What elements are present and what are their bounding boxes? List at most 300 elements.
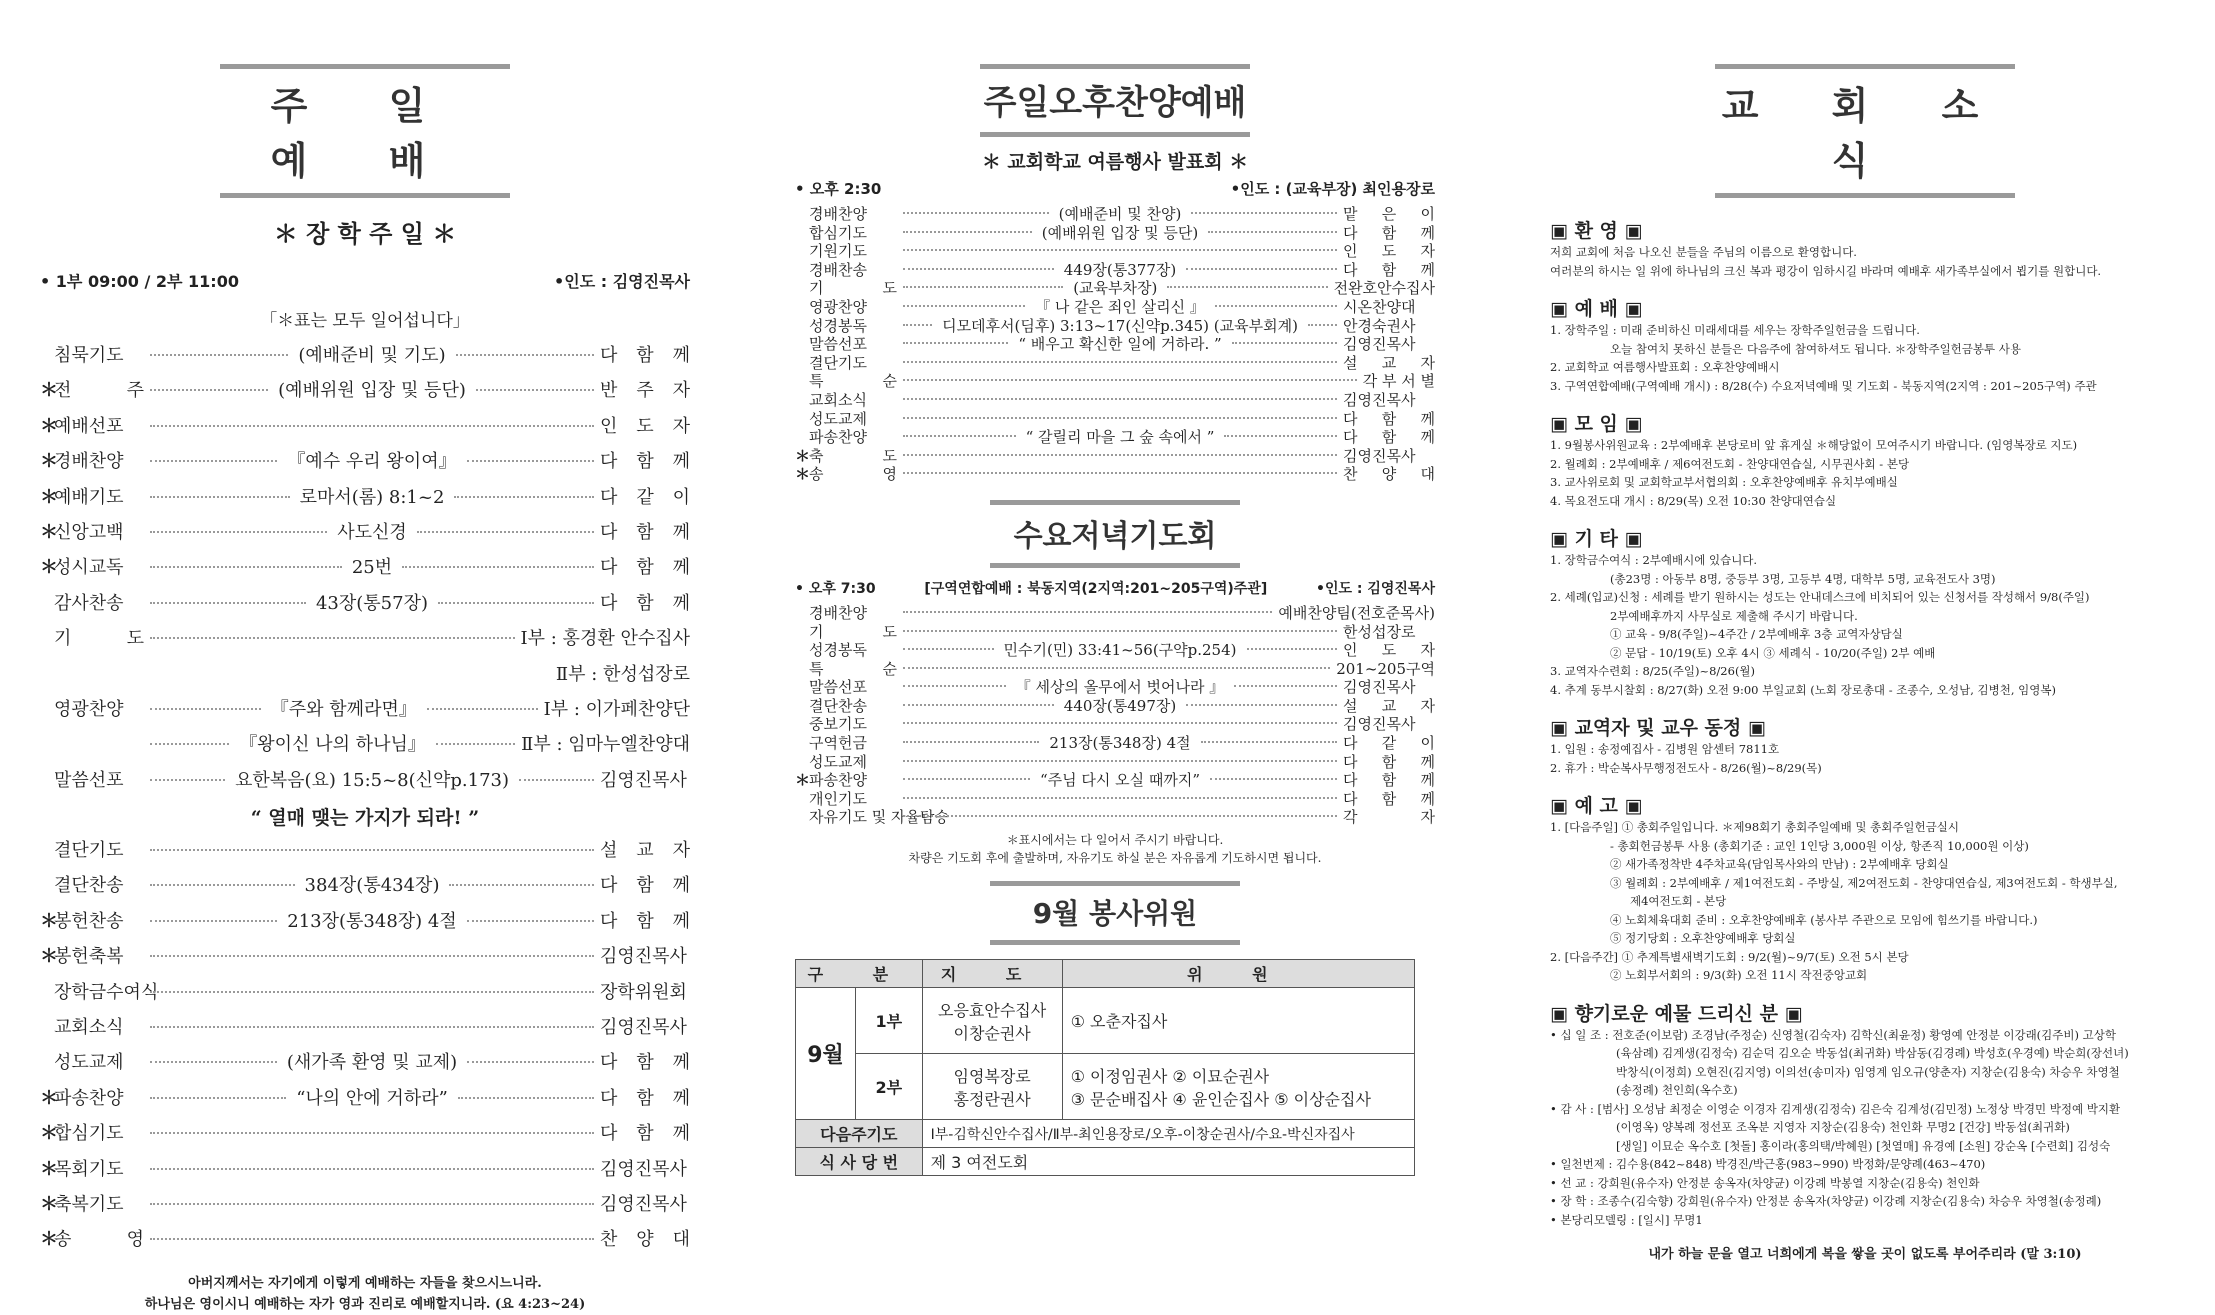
worship-item-2: 2. 교회학교 여름행사발표회 : 오후찬양예배시 <box>1550 360 1780 374</box>
table-row <box>796 1120 1415 1148</box>
order-person: 다 함 께 <box>1343 752 1435 771</box>
leader-dots <box>1167 286 1327 288</box>
order-person: Ⅰ부 : 이가페찬양단 <box>543 698 690 720</box>
order-detail: 디모데후서(딤후) 3:13~17(신약p.345) (교육부회계) <box>942 316 1298 335</box>
leader-dots <box>150 354 288 356</box>
order-label: 성경봉독 <box>809 641 867 660</box>
leader-dots <box>1224 435 1337 437</box>
preview-item-1e: 제4여전도회 - 본당 <box>1630 894 1727 908</box>
order-person: 다 함 께 <box>600 1087 691 1109</box>
order-person: 다 같 이 <box>600 486 691 508</box>
order-person: 다 함 께 <box>600 521 690 543</box>
stand-note: 「＊표는 모두 일어섭니다」 <box>260 311 470 331</box>
offering-thanks-b: (이영옥) 양복례 정선포 조옥분 지영자 지창순(김용숙) 천인화 무명2 [건강] 박동섭(최귀화) <box>1616 1120 2070 1134</box>
order-person: 김영진목사 <box>600 1017 687 1039</box>
leader-dots <box>903 286 1063 288</box>
leader-dots <box>903 454 1337 456</box>
standing-mark: ＊ <box>40 910 58 932</box>
order-row <box>40 660 690 695</box>
order-detail: “주님 다시 오실 때까지” <box>1039 771 1201 790</box>
leader-dots <box>150 1026 594 1028</box>
order-detail: (교육부차장) <box>1073 279 1158 298</box>
service-meta <box>40 269 690 292</box>
order-label: 경배찬양 <box>54 451 124 473</box>
part1-members-cell: ① 오춘자집사 <box>1062 988 1414 1054</box>
etc-item-1b: (총23명 : 아동부 8명, 중등부 3명, 고등부 4명, 대학부 5명, 교육전도사 3명) <box>1610 571 1996 586</box>
leader-dots <box>402 566 594 568</box>
order-detail: 384장(통434장) <box>304 875 440 897</box>
afternoon-worship-column <box>795 0 1435 1240</box>
leader-dots <box>1186 704 1337 706</box>
order-row <box>795 806 1435 825</box>
order-person: 김영진목사 <box>600 1193 687 1215</box>
etc-item-3: 3. 교역자수련회 : 8/25(주일)~8/26(월) <box>1550 664 1756 678</box>
meeting-item-1: 1. 9월봉사위원교육 : 2부예배후 본당로비 앞 휴게실 ＊해당없이 모여주시기 바랍니다. (임영복장로 지도) <box>1550 438 2078 452</box>
etc-item-2: 2. 세례(입교)신청 : 세례를 받기 원하시는 성도는 안내데스크에 비치되어 있는 신청서를 작성해서 9/8(주일) <box>1550 590 2090 604</box>
leader-dots <box>436 743 515 745</box>
leader-dots <box>519 779 594 781</box>
offering-heading: ▣ 향기로운 예물 드리신 분 ▣ <box>1550 1002 1803 1025</box>
order-row <box>795 333 1435 352</box>
order-person: 설 교 자 <box>600 840 690 862</box>
order-row <box>40 447 690 482</box>
order-row <box>795 352 1435 371</box>
header-category: 구 분 <box>796 960 923 988</box>
order-row <box>40 836 690 871</box>
church-news-title: 교 회 소 식 <box>1715 64 2015 198</box>
wednesday-footnote <box>795 831 1435 867</box>
offering-tithe-d: (송정례) 천인희(옥수호) <box>1616 1083 1738 1097</box>
standing-mark: ＊ <box>40 1123 58 1145</box>
order-label: 파송찬양 <box>54 1087 124 1109</box>
preview-heading: ▣ 예 고 ▣ <box>1550 795 1643 817</box>
order-person: 인 도 자 <box>600 415 690 437</box>
preview-item-1c: ② 새가족정착반 4주차교육(담임목사와의 만남) : 2부예배후 당회실 <box>1610 857 1949 871</box>
order-row <box>40 553 690 588</box>
order-person: 맡 은 이 <box>1343 205 1436 223</box>
order-label: 감사찬송 <box>54 592 124 614</box>
order-person: 설 교 자 <box>1343 696 1435 715</box>
leader-dots <box>1234 685 1337 687</box>
order-detail: 사도신경 <box>337 521 407 543</box>
order-row <box>795 751 1435 770</box>
leader-dots <box>150 1061 277 1063</box>
order-detail: 『주와 함께라면』 <box>270 698 417 720</box>
table-row <box>796 988 1415 1054</box>
leader-dots <box>903 342 1008 344</box>
preview-item-2b: ② 노회부서회의 : 9/3(화) 오전 11시 작전중앙교회 <box>1610 968 1868 982</box>
order-detail: 『 나 같은 죄인 살리신 』 <box>1035 297 1205 316</box>
order-person: 인 도 자 <box>1343 242 1435 261</box>
leader-dots <box>150 884 295 886</box>
leader-dots <box>1247 648 1338 650</box>
order-person: Ⅱ부 : 임마누엘찬양대 <box>521 734 690 756</box>
order-label: 목회기도 <box>54 1158 124 1180</box>
leader-dots <box>903 435 1016 437</box>
order-label: 성경봉독 <box>809 316 867 335</box>
order-row <box>40 1225 690 1260</box>
order-row <box>795 732 1435 751</box>
leader-dots <box>1191 212 1337 214</box>
wednesday-leader: •인도 : 김영진목사 <box>1316 580 1435 597</box>
leader-dots <box>150 779 225 781</box>
order-person: 전완호안수집사 <box>1333 279 1435 298</box>
order-person: 다 함 께 <box>1343 260 1435 279</box>
order-detail: 『예수 우리 왕이여』 <box>287 451 457 473</box>
leader-dots <box>1215 305 1337 307</box>
meeting-heading: ▣ 모 임 ▣ <box>1550 413 1643 435</box>
leader-dots <box>903 611 1272 613</box>
order-person: 인 도 자 <box>1343 641 1436 660</box>
order-row <box>40 1119 690 1154</box>
scholarship-sunday-subtitle: ＊ 장 학 주 일 ＊ <box>273 219 457 248</box>
meal-duty-value: 제 3 여전도회 <box>922 1148 1414 1176</box>
leader-dots <box>467 920 594 922</box>
order-detail: (예배위원 입장 및 등단) <box>278 380 466 402</box>
order-row <box>40 978 690 1013</box>
order-person: Ⅰ부 : 홍경환 안수집사 <box>520 628 690 650</box>
malachi-footer: 내가 하늘 문을 열고 너희에게 복을 쌓을 곳이 없도록 부어주리라 (말 3:10) <box>1648 1247 2082 1262</box>
order-row <box>40 624 690 659</box>
order-label: 구역헌금 <box>809 734 867 753</box>
leader-dots <box>1232 342 1337 344</box>
standing-mark: ＊ <box>40 557 58 579</box>
order-detail: (새가족 환영 및 교제) <box>286 1052 458 1074</box>
meeting-item-2: 2. 월례회 : 2부예배후 / 제6여전도회 - 찬양대연습실, 시무권사회 - 본당 <box>1550 456 1910 471</box>
offering-burnt: • 일천번제 : 김수용(842~848) 박경진/박근홍(983~990) 박정화/문양례(463~470) <box>1550 1157 1986 1171</box>
order-label: 교회소식 <box>54 1017 124 1039</box>
worship-order-list <box>40 341 690 801</box>
leader-dots <box>1186 268 1337 270</box>
wednesday-time: • 오후 7:30 <box>795 580 876 597</box>
order-detail: 449장(통377장) <box>1063 260 1177 279</box>
leader-dots <box>903 704 1054 706</box>
order-label: 결단찬송 <box>54 875 124 897</box>
order-row <box>795 639 1435 658</box>
next-prayer-label: 다음주기도 <box>796 1120 923 1148</box>
order-row <box>40 695 690 730</box>
preview-item-1b: - 총회헌금봉투 사용 (총회기준 : 교인 1인당 3,000원 이상, 항존직 10,000원 이상) <box>1610 838 2029 853</box>
order-row <box>40 730 690 765</box>
order-label: 예배기도 <box>54 486 124 508</box>
leader-dots <box>150 1132 594 1134</box>
order-label: 침묵기도 <box>54 345 124 366</box>
staff-news-item-1: 1. 입원 : 송정예집사 - 김병원 암센터 7811호 <box>1550 742 1780 756</box>
wednesday-prayer-title: 수요저녁기도회 <box>990 500 1240 568</box>
leader-dots <box>903 472 1337 474</box>
leader-dots <box>150 849 594 851</box>
standing-mark: ＊ <box>40 415 58 437</box>
order-person: 김영진목사 <box>1343 446 1416 465</box>
order-person: 김영진목사 <box>1343 678 1416 697</box>
welcome-text-2: 여러분의 하시는 일 위에 하나님의 크신 복과 평강이 임하시길 바라며 예배후 새가족부실에서 뵙기를 원합니다. <box>1550 263 2102 278</box>
standing-mark: ＊ <box>795 465 811 484</box>
order-label: 결단기도 <box>54 840 124 862</box>
etc-item-2b: 2부예배후까지 사무실로 제출해 주시기 바랍니다. <box>1610 608 1858 623</box>
order-label: 경배찬양 <box>809 603 867 622</box>
leader-dots <box>150 531 327 533</box>
order-row <box>795 788 1435 807</box>
leader-dots <box>1208 231 1337 233</box>
order-row <box>795 676 1435 695</box>
order-detail: (예배준비 및 기도) <box>298 345 446 366</box>
order-label: 송 영 <box>809 465 897 484</box>
offering-mission: • 선 교 : 강희원(유수자) 안정분 송옥자(차양균) 이강례 박봉열 지창순(김용숙) 천인화 <box>1550 1175 1980 1190</box>
order-row <box>795 713 1435 732</box>
order-label: 성도교제 <box>809 409 867 428</box>
order-person: 다 함 께 <box>600 451 691 473</box>
standing-mark: ＊ <box>40 451 58 473</box>
order-row <box>795 658 1435 677</box>
leader-dots <box>903 212 1049 214</box>
order-label: 말씀선포 <box>54 769 124 791</box>
leader-dots <box>1201 741 1337 743</box>
leader-dots <box>150 1168 594 1170</box>
leader-dots <box>150 743 229 745</box>
scripture-footer <box>40 1273 690 1315</box>
order-label: 기 도 <box>54 628 144 650</box>
sunday-worship-column <box>40 0 691 1312</box>
order-row <box>795 695 1435 714</box>
scripture-line-1: 아버지께서는 자기에게 이렇게 예배하는 자들을 찾으시느니라. <box>188 1275 542 1291</box>
header-guide: 지 도 <box>922 960 1062 988</box>
order-label: 교회소식 <box>809 390 867 409</box>
order-person: 다 함 께 <box>1343 771 1435 790</box>
order-row <box>795 296 1435 315</box>
order-detail: 43장(통57장) <box>315 592 429 614</box>
church-news-column <box>1550 0 2180 1262</box>
staff-news-item-2: 2. 휴가 : 박순복사무행정전도사 - 8/26(월)~8/29(목) <box>1550 760 1822 775</box>
part2-members-line-2: ③ 문순배집사 ④ 윤인순집사 ⑤ 이상순집사 <box>1070 1089 1371 1109</box>
etc-item-2c: ① 교육 - 9/8(주일)~4주간 / 2부예배후 3층 교역자상담실 <box>1610 627 1903 641</box>
order-label: 성도교제 <box>809 752 867 771</box>
worship-item-3: 3. 구역연합예배(구역예배 개시) : 8/28(수) 수요저녁예배 및 기도회 - 북동지역(2지역 : 201~205구역) 주관 <box>1550 378 2097 393</box>
table-row <box>796 1148 1415 1176</box>
leader-dots <box>458 1097 594 1099</box>
leader-dots <box>903 231 1032 233</box>
sermon-title: “ 열매 맺는 가지가 되라! ” <box>250 807 480 830</box>
order-person: 다 함 께 <box>1343 428 1436 447</box>
leader-dots <box>150 920 277 922</box>
order-label: 신앙고백 <box>54 521 124 543</box>
leader-dots <box>150 602 306 604</box>
order-label: 경배찬양 <box>809 205 867 223</box>
leader-dots <box>150 637 515 639</box>
order-label: 예배선포 <box>54 415 124 437</box>
order-row <box>795 203 1435 222</box>
wednesday-note: [구역연합예배 : 북동지역(2지역:201~205구역)주관] <box>924 580 1268 597</box>
order-person: 다 함 께 <box>600 910 691 932</box>
preview-item-1g: ⑤ 정기당회 : 오후찬양예배후 당회실 <box>1610 931 1796 945</box>
order-label: 성도교제 <box>54 1052 124 1074</box>
leader-dots <box>903 398 1337 400</box>
order-row <box>795 315 1435 334</box>
preview-item-2: 2. [다음주간] ① 추계특별새벽기도회 : 9/2(월)~9/7(토) 오전 5시 본당 <box>1550 949 1909 964</box>
standing-mark: ＊ <box>40 1229 58 1251</box>
leader-dots <box>150 955 594 957</box>
etc-item-1: 1. 장학금수여식 : 2부예배시에 있습니다. <box>1550 553 1758 567</box>
leader-dots <box>150 566 342 568</box>
order-person: 다 함 께 <box>600 1123 690 1145</box>
worship-heading: ▣ 예 배 ▣ <box>1550 298 1643 320</box>
order-detail: 25번 <box>351 557 393 579</box>
leader-dots <box>150 1097 286 1099</box>
meeting-item-4: 4. 목요전도대 개시 : 8/29(목) 오전 10:30 찬양대연습실 <box>1550 493 1837 508</box>
order-person: 김영진목사 <box>600 1158 687 1180</box>
order-row <box>795 240 1435 259</box>
meeting-item-3: 3. 교사위로회 및 교회학교부서협의회 : 오후찬양예배후 유치부예배실 <box>1550 475 1898 489</box>
part2-guide-cell: 임영복장로 홍정란권사 <box>922 1054 1062 1120</box>
leader-dots <box>456 354 594 356</box>
order-label: 기 도 <box>809 622 897 641</box>
order-detail: “ 갈릴리 마을 그 숲 속에서 ” <box>1025 428 1215 447</box>
order-row <box>40 483 690 518</box>
leader-dots <box>150 460 277 462</box>
order-label: 특 순 <box>809 372 897 391</box>
preview-item-1f: ④ 노회체육대회 준비 : 오후찬양예배후 (봉사부 주관으로 모임에 힘쓰기를 바랍니다.) <box>1610 912 2038 927</box>
order-label: 개인기도 <box>809 789 867 808</box>
order-row <box>795 408 1435 427</box>
offering-thanks: • 감 사 : [범사] 오성남 최정순 이영순 이경자 김계생(김정숙) 김은숙 김계성(김민정) 노정상 박경민 박정예 박지환 <box>1550 1101 2121 1116</box>
afternoon-subtitle: ＊ 교회학교 여름행사 발표회 ＊ <box>981 151 1249 173</box>
leader-dots <box>903 760 1337 762</box>
service-time: • 1부 09:00 / 2부 11:00 <box>40 272 239 291</box>
order-person: 찬 양 대 <box>600 1229 690 1251</box>
leader-dots <box>903 324 932 326</box>
afternoon-leader: •인도 : (교육부장) 최인용장로 <box>1230 180 1435 198</box>
order-person: Ⅱ부 : 한성섭장로 <box>555 663 690 685</box>
standing-mark: ＊ <box>40 486 58 508</box>
order-label: 봉헌찬송 <box>54 910 124 932</box>
leader-dots <box>903 778 1030 780</box>
order-row <box>40 907 690 942</box>
order-row <box>795 602 1435 621</box>
part2-members-cell <box>1062 1054 1414 1120</box>
etc-item-2d: ② 문답 - 10/19(토) 오후 4시 ③ 세례식 - 10/20(주일) 2부 예배 <box>1610 645 1936 660</box>
order-label: 성시교독 <box>54 557 124 579</box>
afternoon-order-list <box>795 203 1435 482</box>
leader-dots <box>903 417 1337 419</box>
leader-dots <box>476 389 594 391</box>
order-label: 기원기도 <box>809 242 867 261</box>
offering-tithe: • 십 일 조 : 전호준(이보람) 조경남(주정순) 신영철(김숙자) 김학신(최윤정) 황영예 안정분 이강래(김주비) 고상학 <box>1550 1027 2116 1042</box>
order-label: 파송찬양 <box>809 771 867 790</box>
leader-dots <box>150 1203 594 1205</box>
leader-dots <box>150 425 594 427</box>
order-row <box>40 1013 690 1048</box>
order-person: 다 함 께 <box>1343 789 1435 808</box>
offering-scholarship: • 장 학 : 조종수(김숙향) 강희원(유수자) 안정분 송옥자(차양균) 이강례 지창순(김용숙) 차승우 차영철(송정례) <box>1550 1194 2102 1208</box>
order-person: 예배찬양팀(전호준목사) <box>1278 603 1435 622</box>
part1-cell: 1부 <box>856 988 923 1054</box>
order-row <box>795 277 1435 296</box>
next-prayer-value: Ⅰ부-김학신안수집사/Ⅱ부-최인용장로/오후-이창순권사/수요-박신자집사 <box>922 1120 1414 1148</box>
order-label: 영광찬양 <box>809 297 867 316</box>
leader-dots <box>903 667 1330 669</box>
order-detail: 민수기(민) 33:41~56(구약p.254) <box>1003 641 1237 660</box>
order-label: 축 도 <box>809 446 897 465</box>
standing-mark: ＊ <box>40 521 58 543</box>
leader-dots <box>903 815 1337 817</box>
order-row <box>40 871 690 906</box>
afternoon-meta <box>795 178 1435 199</box>
order-row <box>40 589 690 624</box>
order-detail: (예배위원 입장 및 등단) <box>1041 223 1199 242</box>
order-row <box>40 766 690 801</box>
leader-dots <box>454 496 594 498</box>
afternoon-time: • 오후 2:30 <box>795 180 882 198</box>
leader-dots <box>438 602 594 604</box>
order-row <box>795 769 1435 788</box>
leader-dots <box>150 1238 594 1240</box>
order-label: 합심기도 <box>54 1123 124 1145</box>
standing-mark: ＊ <box>40 946 58 968</box>
leader-dots <box>150 708 261 710</box>
offering-tithe-b: (육삼례) 김계생(김정숙) 김순덕 김오순 박동섭(최귀화) 박삼동(김경례) 박성호(우경예) 박순희(장선녀) <box>1616 1046 2129 1060</box>
offering-thanks-c: [생일] 이묘순 옥수호 [첫돌] 홍이라(홍의택/박혜원) [첫열매] 유경예 [소원] 강순옥 [수련회] 김성숙 <box>1616 1138 2111 1153</box>
leader-dots <box>427 708 538 710</box>
leader-dots <box>417 531 594 533</box>
order-label: 기 도 <box>809 279 897 298</box>
order-detail: 213장(통348장) 4절 <box>1049 734 1191 753</box>
leader-dots <box>150 496 290 498</box>
table-header-row <box>796 960 1415 988</box>
part2-members-line-1: ① 이정임권사 ② 이묘순권사 <box>1070 1066 1270 1086</box>
scripture-line-2: 하나님은 영이시니 예배하는 자가 영과 진리로 예배할지니라. (요 4:23~24) <box>144 1296 586 1312</box>
order-detail: 440장(통497장) <box>1063 696 1177 715</box>
service-leader: •인도 : 김영진목사 <box>554 272 690 291</box>
offering-tithe-c: 박창식(이정희) 오현진(김지영) 이의선(송미자) 임영계 임오규(양춘자) 지창순(김용숙) 차승우 차영철 <box>1616 1064 2120 1079</box>
worship-item-1: 1. 장학주일 : 미래 준비하신 미래세대를 세우는 장학주일헌금을 드립니다. <box>1550 323 1920 337</box>
etc-heading: ▣ 기 타 ▣ <box>1550 528 1643 550</box>
welcome-text-1: 저희 교회에 처음 나오신 분들을 주님의 이름으로 환영합니다. <box>1550 245 1857 259</box>
order-person: 설 교 자 <box>1343 353 1435 372</box>
leader-dots <box>903 361 1337 363</box>
order-detail: 요한복음(요) 15:5~8(신약p.173) <box>234 769 510 791</box>
order-label: 파송찬양 <box>809 428 867 447</box>
header-members: 위 원 <box>1062 960 1414 988</box>
part1-guide-cell: 오응효안수집사 이창순권사 <box>922 988 1062 1054</box>
worship-order-list-2 <box>40 836 690 1261</box>
order-label: 결단기도 <box>809 353 867 372</box>
leader-dots <box>903 648 994 650</box>
leader-dots <box>903 797 1337 799</box>
order-label: 말씀선포 <box>809 335 867 354</box>
order-row <box>795 259 1435 278</box>
order-detail: 213장(통348장) 4절 <box>287 910 457 932</box>
leader-dots <box>449 884 594 886</box>
order-person: 한성섭장로 <box>1343 622 1416 641</box>
order-label: 송 영 <box>54 1229 144 1251</box>
sunday-worship-title: 주 일 예 배 <box>220 64 510 198</box>
order-person: 김영진목사 <box>600 769 687 791</box>
standing-mark: ＊ <box>40 1087 58 1109</box>
order-person: 다 같 이 <box>1343 734 1435 753</box>
order-person: 각 자 <box>1343 808 1435 827</box>
order-row <box>40 1084 690 1119</box>
welcome-heading: ▣ 환 영 ▣ <box>1550 220 1643 242</box>
order-label: 경배찬송 <box>809 260 867 279</box>
order-row <box>40 376 690 411</box>
afternoon-worship-title: 주일오후찬양예배 <box>980 64 1250 137</box>
month-cell: 9월 <box>796 988 856 1120</box>
order-person: 다 함 께 <box>1343 409 1435 428</box>
leader-dots <box>903 305 1025 307</box>
leader-dots <box>150 991 594 993</box>
standing-mark: ＊ <box>40 1193 58 1215</box>
order-person: 다 함 께 <box>600 557 691 579</box>
order-row <box>795 370 1435 389</box>
